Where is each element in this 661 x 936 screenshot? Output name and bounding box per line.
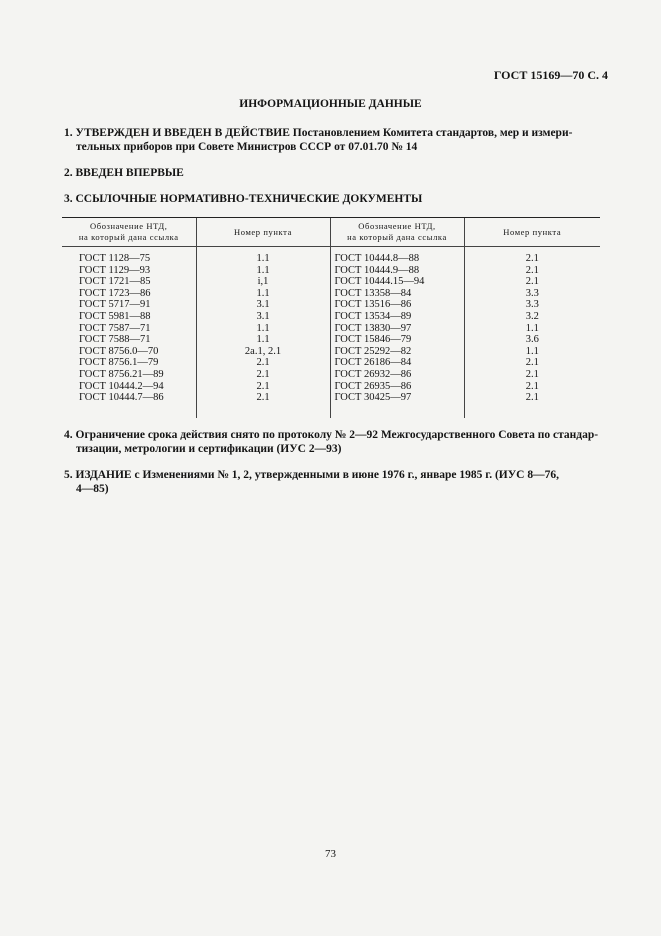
- doc-right-cell: ГОСТ 10444.8—88: [330, 247, 464, 265]
- table-row: [62, 247, 600, 265]
- doc-right-cell: ГОСТ 26932—86: [330, 369, 464, 381]
- doc-left-cell: ГОСТ 1128—75: [79, 253, 151, 264]
- table-header-row: [62, 218, 600, 247]
- point-right-cell: 2.1: [464, 357, 600, 369]
- item-2-number: 2.: [64, 167, 73, 179]
- item-3-text: ССЫЛОЧНЫЕ НОРМАТИВНО-ТЕХНИЧЕСКИЕ ДОКУМЕНТЫ: [75, 193, 423, 205]
- doc-left-cell: ГОСТ 8756.21—89: [79, 368, 164, 380]
- item-3: [64, 192, 604, 206]
- point-left-cell: 1.1: [196, 247, 330, 265]
- point-right-cell: 2.1: [464, 369, 600, 381]
- table-row: [62, 288, 600, 300]
- table-row: [62, 311, 600, 323]
- item-2-text: ВВЕДЕН ВПЕРВЫЕ: [75, 167, 184, 179]
- point-right-cell: 3.3: [464, 288, 600, 300]
- point-right-cell: 2.1: [464, 247, 600, 265]
- table-row: [62, 299, 600, 311]
- point-right-cell: 3.6: [464, 334, 600, 346]
- point-right-cell: 1.1: [464, 323, 600, 335]
- point-right-cell: 3.2: [464, 311, 600, 323]
- item-1-heading: УТВЕРЖДЕН И ВВЕДЕН В ДЕЙСТВИЕ: [75, 127, 290, 139]
- table-row: [62, 392, 600, 418]
- point-left-cell: i,1: [196, 276, 330, 288]
- doc-left-cell: ГОСТ 1129—93: [79, 264, 151, 276]
- header-doc-left: Обозначение НТД, на который дана ссылка: [62, 218, 196, 247]
- item-4: [64, 428, 604, 456]
- table-row: [62, 323, 600, 335]
- doc-right-cell: ГОСТ 10444.9—88: [330, 265, 464, 277]
- point-left-cell: 2.1: [196, 381, 330, 393]
- doc-right-cell: ГОСТ 26186—84: [330, 357, 464, 369]
- section-title: ИНФОРМАЦИОННЫЕ ДАННЫЕ: [239, 98, 422, 110]
- table-row: [62, 276, 600, 288]
- item-3-number: 3.: [64, 193, 73, 205]
- table-body: [62, 247, 600, 418]
- point-left-cell: 1.1: [196, 334, 330, 346]
- doc-right-cell: ГОСТ 13534—89: [330, 311, 464, 323]
- table-row: [62, 381, 600, 393]
- doc-left-cell: ГОСТ 5981—88: [79, 310, 151, 322]
- point-right-cell: 2.1: [464, 392, 600, 418]
- point-right-cell: 1.1: [464, 346, 600, 358]
- doc-left-cell: ГОСТ 7588—71: [79, 334, 151, 346]
- point-left-cell: 3.1: [196, 311, 330, 323]
- item-5-number: 5.: [64, 469, 73, 481]
- item-1-line-2: тельных приборов при Совете Министров СССР от 07.01.70 № 14: [76, 141, 418, 153]
- item-5-heading: ИЗДАНИЕ: [75, 469, 132, 481]
- doc-left-cell: ГОСТ 5717—91: [79, 299, 151, 311]
- item-4-line-2: тизации, метрологии и сертификации (ИУС 2—93): [76, 443, 342, 455]
- doc-right-cell: ГОСТ 15846—79: [330, 334, 464, 346]
- doc-left-cell: ГОСТ 7587—71: [79, 322, 151, 334]
- reference-table: [62, 217, 600, 418]
- item-1-number: 1.: [64, 127, 73, 139]
- point-right-cell: 2.1: [464, 276, 600, 288]
- table-row: [62, 369, 600, 381]
- doc-left-cell: ГОСТ 8756.1—79: [79, 357, 159, 369]
- point-right-cell: 2.1: [464, 381, 600, 393]
- point-left-cell: 2а.1, 2.1: [196, 346, 330, 358]
- doc-right-cell: ГОСТ 10444.15—94: [330, 276, 464, 288]
- doc-right-cell: ГОСТ 25292—82: [330, 346, 464, 358]
- doc-right-cell: ГОСТ 26935—86: [330, 381, 464, 393]
- table-row: [62, 346, 600, 358]
- document-header: ГОСТ 15169—70 С. 4: [493, 68, 608, 82]
- header-point-left: Номер пункта: [196, 218, 330, 247]
- doc-left-cell: ГОСТ 10444.2—94: [79, 380, 164, 392]
- item-4-number: 4.: [64, 429, 73, 441]
- point-left-cell: 1.1: [196, 288, 330, 300]
- doc-left-cell: ГОСТ 1721—85: [79, 276, 151, 288]
- item-2: [64, 166, 604, 180]
- doc-left-cell: ГОСТ 1723—86: [79, 287, 151, 299]
- point-right-cell: 2.1: [464, 265, 600, 277]
- point-left-cell: 2.1: [196, 357, 330, 369]
- point-left-cell: 3.1: [196, 299, 330, 311]
- item-4-line-1: Ограничение срока действия снято по протоколу № 2—92 Межгосударственного Совета по стандар-: [75, 429, 599, 441]
- doc-right-cell: ГОСТ 13830—97: [330, 323, 464, 335]
- header-doc-right: Обозначение НТД, на который дана ссылка: [330, 218, 464, 247]
- point-left-cell: 1.1: [196, 265, 330, 277]
- header-point-right: Номер пункта: [464, 218, 600, 247]
- point-left-cell: 1.1: [196, 323, 330, 335]
- point-right-cell: 3.3: [464, 299, 600, 311]
- doc-left-cell: ГОСТ 10444.7—86: [79, 392, 164, 404]
- doc-left-cell: ГОСТ 8756.0—70: [79, 345, 159, 357]
- doc-right-cell: ГОСТ 13358—84: [330, 288, 464, 300]
- point-left-cell: 2.1: [196, 369, 330, 381]
- item-1: [64, 126, 604, 154]
- item-5-line-2: 4—85): [76, 483, 109, 495]
- point-left-cell: 2.1: [196, 392, 330, 418]
- table-row: [62, 357, 600, 369]
- page-number: 73: [325, 848, 336, 860]
- item-1-line-1: Постановлением Комитета стандартов, мер и измери-: [289, 127, 573, 139]
- item-5-line-1: с Изменениями № 1, 2, утвержденными в июне 1976 г., январе 1985 г. (ИУС 8—76,: [131, 469, 559, 481]
- doc-right-cell: ГОСТ 30425—97: [330, 392, 464, 418]
- table-row: [62, 334, 600, 346]
- item-5: [64, 468, 604, 496]
- doc-right-cell: ГОСТ 13516—86: [330, 299, 464, 311]
- table-row: [62, 265, 600, 277]
